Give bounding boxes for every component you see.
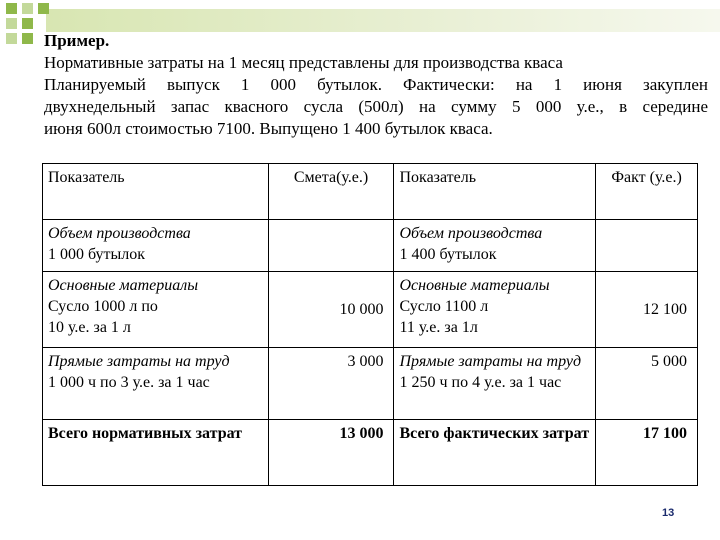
- indicator-title: Прямые затраты на труд: [399, 353, 582, 370]
- fact-value-cell: 5 000: [596, 348, 698, 420]
- cost-comparison-table: [42, 163, 698, 486]
- fact-indicator-cell: [394, 220, 596, 272]
- indicator-detail: 10 у.е. за 1 л: [48, 319, 131, 336]
- indicator-title: Основные материалы: [399, 277, 550, 294]
- fact-value-cell: 12 100: [596, 272, 698, 348]
- header-stripe: [46, 9, 720, 32]
- indicator-detail: Сусло 1000 л по: [48, 298, 158, 315]
- table-row: [43, 420, 698, 486]
- intro-line: двухнедельный запас квасного сусла (500л) на сумму 5 000 у.е., в середине: [44, 97, 708, 116]
- decor-square: [22, 33, 33, 44]
- indicator-title: Основные материалы: [48, 277, 199, 294]
- indicator-detail: 11 у.е. за 1л: [399, 319, 478, 336]
- fact-value-cell: [596, 220, 698, 272]
- indicator-detail: 1 000 ч по 3 у.е. за 1 час: [48, 374, 210, 391]
- indicator-title: Прямые затраты на труд: [48, 353, 230, 370]
- fact-indicator-cell: Всего фактических затрат: [394, 420, 596, 486]
- decor-square: [6, 3, 17, 14]
- column-header: Показатель: [43, 164, 269, 220]
- table-header-row: [43, 164, 698, 220]
- plan-value-cell: 10 000: [268, 272, 394, 348]
- column-header: Факт (у.е.): [596, 164, 698, 220]
- intro-line: Нормативные затраты на 1 месяц представлены для производства кваса: [44, 53, 563, 72]
- example-description: [44, 30, 708, 140]
- indicator-title: Объем производства: [399, 225, 543, 242]
- column-header: Показатель: [394, 164, 596, 220]
- plan-value-cell: 3 000: [268, 348, 394, 420]
- fact-indicator-cell: [394, 348, 596, 420]
- table-row: [43, 272, 698, 348]
- table-row: [43, 348, 698, 420]
- decor-square: [6, 18, 17, 29]
- decor-square: [6, 33, 17, 44]
- plan-indicator-cell: [43, 220, 269, 272]
- indicator-detail: 1 250 ч по 4 у.е. за 1 час: [399, 374, 562, 391]
- page-number: 13: [662, 507, 675, 519]
- decor-square: [38, 3, 49, 14]
- plan-indicator-cell: [43, 272, 269, 348]
- intro-line: Планируемый выпуск 1 000 бутылок. Фактически: на 1 июня закуплен: [44, 75, 708, 94]
- fact-indicator-cell: [394, 272, 596, 348]
- fact-value-cell: 17 100: [596, 420, 698, 486]
- plan-indicator-cell: Всего нормативных затрат: [43, 420, 269, 486]
- intro-line: июня 600л стоимостью 7100. Выпущено 1 400 бутылок кваса.: [44, 119, 493, 138]
- indicator-title: Объем производства: [48, 225, 191, 242]
- table-row: [43, 220, 698, 272]
- indicator-detail: Сусло 1100 л: [399, 298, 489, 315]
- plan-value-cell: 13 000: [268, 420, 394, 486]
- decor-square: [22, 18, 33, 29]
- indicator-detail: 1 000 бутылок: [48, 246, 146, 263]
- column-header: Смета(у.е.): [268, 164, 394, 220]
- plan-indicator-cell: [43, 348, 269, 420]
- example-title: Пример.: [44, 31, 110, 50]
- indicator-detail: 1 400 бутылок: [399, 246, 497, 263]
- plan-value-cell: [268, 220, 394, 272]
- decor-square: [22, 3, 33, 14]
